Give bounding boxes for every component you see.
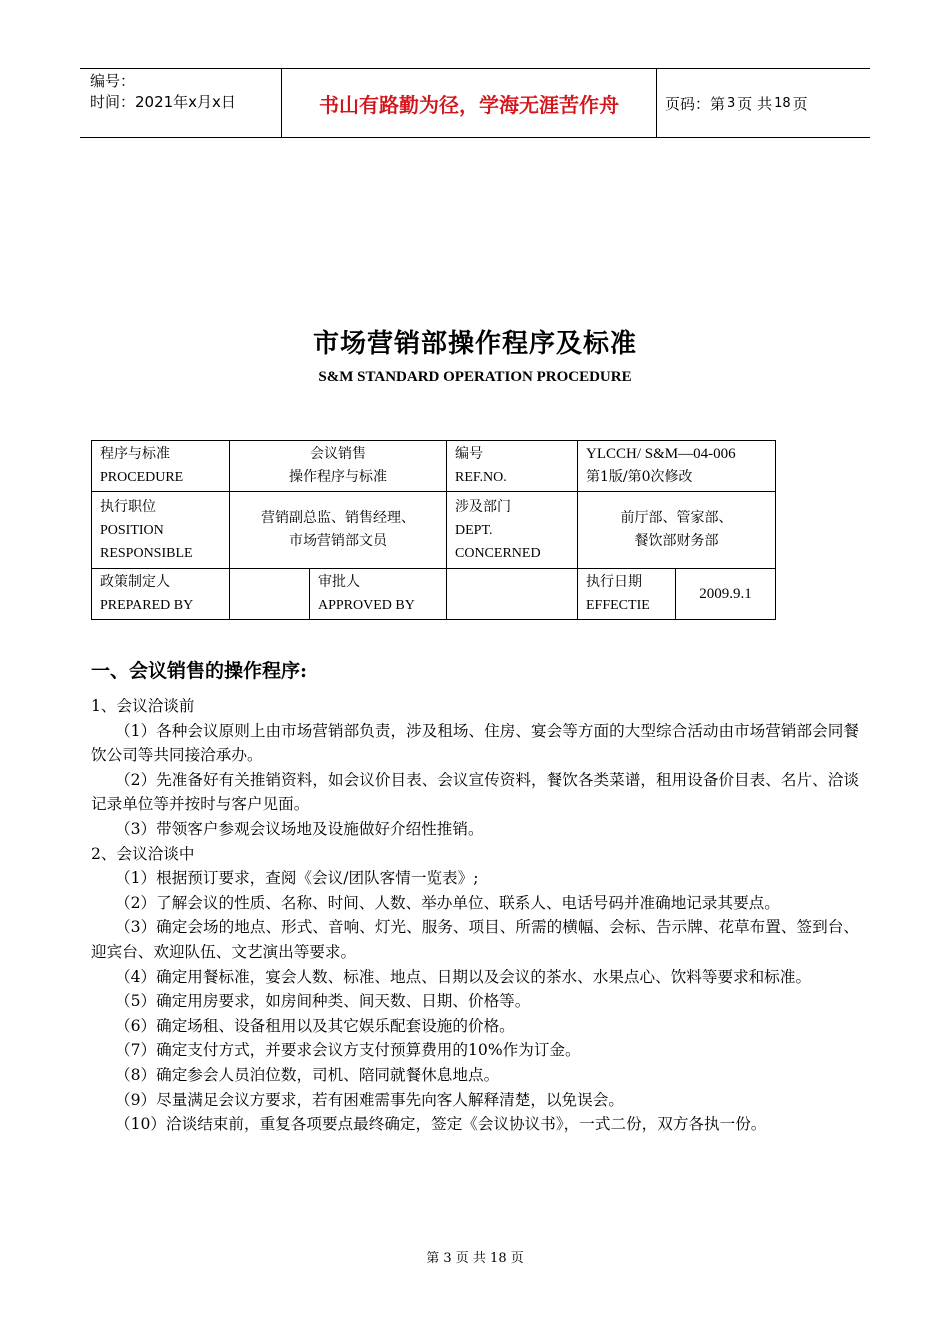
header-motto: 书山有路勤为径，学海无涯苦作舟	[281, 69, 657, 137]
list-item: （1）各种会议原则上由市场营销部负责，涉及租场、住房、宴会等方面的大型综合活动由市场营销部会同餐饮公司等共同接洽承办。	[91, 721, 859, 765]
list-item: （10）洽谈结束前，重复各项要点最终确定，签定《会议协议书》，一式二份，双方各执一份。	[115, 1115, 767, 1134]
ref-label-cn: 编号	[455, 446, 483, 462]
header-left	[90, 71, 236, 113]
subsection-heading-during: 2、会议洽谈中	[91, 844, 195, 863]
effective-label-cell	[578, 569, 676, 620]
list-item: （6）确定场租、设备租用以及其它娱乐配套设施的价格。	[115, 1016, 515, 1035]
position-label-cn: 执行职位	[100, 498, 156, 515]
list-item: （2）先准备好有关推销资料，如会议价目表、会议宣传资料，餐饮各类菜谱，租用设备价目表、名片、洽谈记录单位等并按时与客户见面。	[91, 770, 859, 814]
procedure-value-line1: 会议销售	[310, 446, 366, 462]
dept-label-cn: 涉及部门	[455, 498, 511, 515]
date-label: 时间：2021年x月x日	[90, 93, 236, 111]
dept-label-en-2: CONCERNED	[455, 545, 541, 561]
prepared-label-cn: 政策制定人	[100, 574, 170, 590]
procedure-label-cn: 程序与标准	[100, 446, 170, 462]
ref-value-cell	[578, 441, 776, 492]
document-subtitle: S&M STANDARD OPERATION PROCEDURE	[318, 369, 632, 385]
table-row	[92, 441, 776, 492]
list-item: （3）带领客户参观会议场地及设施做好介绍性推销。	[115, 819, 484, 838]
code-label: 编号：	[90, 72, 136, 90]
procedure-label-cell	[92, 441, 230, 492]
document-body	[91, 658, 859, 1137]
approved-label-en: APPROVED BY	[318, 598, 415, 613]
page-suffix: 页	[792, 94, 808, 113]
list-item: （3）确定会场的地点、形式、音响、灯光、服务、项目、所需的横幅、会标、告示牌、花草布置、签到台、迎宾台、欢迎队伍、文艺演出等要求。	[91, 918, 859, 961]
subsection-heading-before: 1、会议洽谈前	[91, 697, 195, 715]
page-header	[80, 68, 870, 138]
dept-value-line2: 餐饮部财务部	[634, 533, 719, 549]
list-item: （4）确定用餐标准，宴会人数、标准、地点、日期以及会议的茶水、水果点心、饮料等要求和标准。	[115, 967, 812, 986]
list-item: （7）确定支付方式，并要求会议方支付预算费用的10%作为订金。	[115, 1041, 581, 1060]
page-current: 3	[727, 95, 736, 111]
list-item: （5）确定用房要求，如房间种类、间天数、日期、价格等。	[115, 992, 531, 1011]
position-value-line1: 营销副总监、销售经理、	[261, 510, 415, 526]
ref-label-cell	[447, 441, 578, 492]
prepared-value-cell	[230, 569, 310, 620]
ref-value-line1: YLCCH/ S&M—04-006	[586, 446, 736, 462]
approved-label-cell	[310, 569, 447, 620]
document-title: 市场营销部操作程序及标准	[312, 329, 637, 359]
approved-value-cell	[447, 569, 578, 620]
position-label-en-1: POSITION	[100, 522, 164, 538]
procedure-info-table	[91, 440, 776, 620]
section-title: 一、会议销售的操作程序:	[91, 660, 308, 682]
effective-label-en: EFFECTIE	[586, 598, 650, 613]
dept-value-line1: 前厅部、管家部、	[620, 510, 733, 526]
prepared-label-cell	[92, 569, 230, 620]
ref-label-en: REF.NO.	[455, 470, 507, 485]
list-item: （2）了解会议的性质、名称、时间、人数、举办单位、联系人、电话号码并准确地记录其要点。	[115, 893, 780, 912]
effective-value-cell: 2009.9.1	[676, 569, 776, 620]
list-item: （1）根据预订要求，查阅《会议/团队客情一览表》;	[115, 869, 479, 888]
position-label-en-2: RESPONSIBLE	[100, 545, 193, 561]
prepared-label-en: PREPARED BY	[100, 598, 194, 613]
effective-label-cn: 执行日期	[586, 574, 642, 590]
table-row	[92, 569, 776, 620]
list-item: （9）尽量满足会议方要求，若有困难需事先向客人解释清楚，以免误会。	[115, 1090, 624, 1109]
position-label-cell	[92, 492, 230, 569]
header-page-info	[665, 69, 808, 137]
page-footer: 第 3 页 共 18 页	[426, 1251, 524, 1266]
page-prefix: 页码：第	[665, 94, 726, 113]
procedure-label-en: PROCEDURE	[100, 470, 184, 485]
table-row	[92, 492, 776, 569]
page-total: 18	[774, 95, 791, 111]
position-value-cell	[230, 492, 447, 569]
page-mid: 页 共	[737, 94, 773, 113]
procedure-value-line2: 操作程序与标准	[289, 469, 387, 485]
procedure-value-cell	[230, 441, 447, 492]
dept-value-cell	[578, 492, 776, 569]
dept-label-cell	[447, 492, 578, 569]
position-value-line2: 市场营销部文员	[289, 533, 387, 549]
ref-value-line2: 第1版/第0次修改	[586, 469, 693, 485]
dept-label-en-1: DEPT.	[455, 522, 493, 538]
approved-label-cn: 审批人	[318, 574, 360, 590]
list-item: （8）确定参会人员泊位数，司机、陪同就餐休息地点。	[115, 1065, 500, 1084]
